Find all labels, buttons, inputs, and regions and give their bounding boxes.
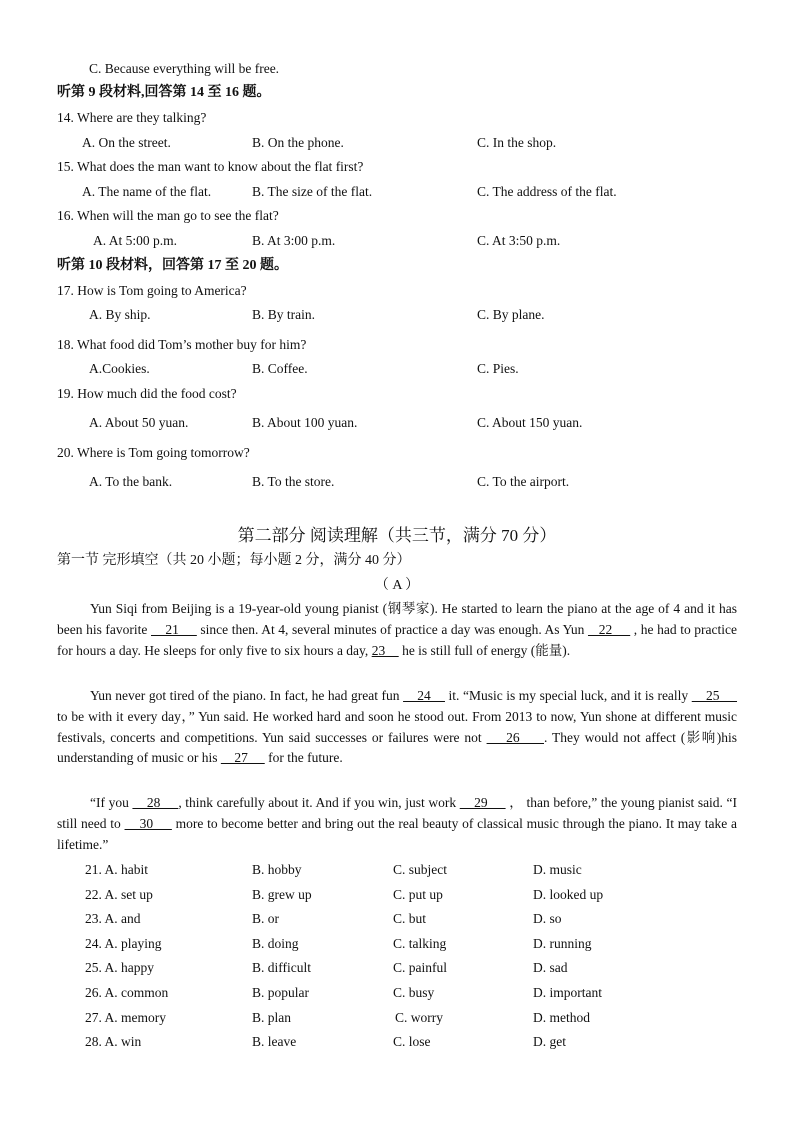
question-18: 18. What food did Tom’s mother buy for him? [57,337,307,352]
q18-option-c: C. Pies. [477,361,519,376]
question-15: 15. What does the man want to know about the flat first? [57,159,364,174]
q19-option-c: C. About 150 yuan. [477,415,583,430]
part-2-title: 第二部分 阅读理解（共三节，满分 70 分） [237,526,557,545]
blank-22: 22 [587,621,631,637]
q14-option-c: C. In the shop. [477,135,557,150]
q17-option-a: A. By ship. [89,307,151,322]
q15-option-c: C. The address of the flat. [477,184,617,199]
q17-option-c: C. By plane. [477,307,545,322]
blank-25: 25 [691,688,738,703]
q18-option-b: B. Coffee. [252,361,308,376]
q20-option-b: B. To the store. [252,474,335,489]
q18-option-a: A.Cookies. [89,361,150,376]
section-1-title: 第一节 完形填空（共 20 小题；每小题 2 分，满分 40 分） [57,553,411,568]
q19-option-a: A. About 50 yuan. [89,415,189,430]
question-16: 16. When will the man go to see the flat? [57,208,279,223]
q20-option-a: A. To the bank. [89,474,173,489]
passage-paragraph-2: Yun never got tired of the piano. In fact, he had great fun 24 it. “Music is my special luck, and it is really 25 to be with it every day，” Yun said. He worked hard and soon he stood out. From 2013 to now, Yun shone at different music festivals, concerts and competitions. Yun said successes or failures were not 26 . They would not affect (影响)his understanding of music or his 27 for the future. [57,688,738,766]
option-13c: C. Because everything will be free. [89,61,280,76]
passage-label: （ A ） [374,578,420,593]
section-9-heading: 听第 9 段材料,回答第 14 至 16 题。 [57,85,271,100]
blank-26: 26 [486,729,544,745]
q14-option-b: B. On the phone. [252,135,344,150]
blank-24: 24 [403,688,445,703]
blank-21: 21 [151,621,197,637]
blank-23: 23 [371,642,399,658]
q20-option-c: C. To the airport. [477,474,570,489]
blank-27: 27 [220,750,265,766]
q16-option-b: B. At 3:00 p.m. [252,233,336,248]
q17-option-b: B. By train. [252,307,315,322]
q16-option-a: A. At 5:00 p.m. [93,233,178,248]
question-17: 17. How is Tom going to America? [57,283,247,298]
blank-30: 30 [124,815,172,831]
question-14: 14. Where are they talking? [57,110,207,125]
passage-paragraph-3: “If you 28 , think carefully about it. And if you win, just work 29 ， than before,” the young pianist said. “I still need to 30 more to become better and bring out the real beauty of classical music through the piano. It may take a lifetime.” [57,795,738,852]
question-19: 19. How much did the food cost? [57,386,237,401]
q19-option-b: B. About 100 yuan. [252,415,358,430]
exam-page: C. Because everything will be free. 听第 9 段材料,回答第 14 至 16 题。 14. Where are they talking? A. On the street. B. On the phone. C. In the shop. 15. What does the man want to know about the flat first? A. The name of the flat. B. The size of the flat. C. The address of the flat. 16. When will the man go to see the flat? A. At 5:00 p.m. B. At 3:00 p.m. C. At 3:50 p.m. 听第 10 段材料，回答第 17 至 20 题。 17. How is Tom going to America? A. By ship. B. By train. C. By plane. 18. What food did Tom’s mother buy for him? A.Cookies. B. Coffee. C. Pies. 19. How much did the food cost? A. About 50 yuan. B. About 100 yuan. C. About 150 yuan. 20. Where is Tom going tomorrow? A. To the bank. B. To the store. C. To the airport. 第二部分 阅读理解（共三节，满分 70 分） 第一节 完形填空（共 20 小题；每小题 2 分，满分 40 分） （ A ） Yun Siqi from Beijing is a 19-year-old young pianist (钢琴家). He started to learn the piano at the age of 4 and it has been his favorite 21 since then. At 4, several minutes of practice a day was enough. As Yun 22 , he had to practice for hours a day. He sleeps for only five to six hours a day, 23 he is still full of energy (能量). Yun never got tired of the piano. In fact, he had great fun 24 it. “Music is my special luck, and it is really 25 to be with it every day，” Yun said. He worked hard and soon he stood out. From 2013 to now, Yun shone at different music festivals, concerts and competitions. Yun said successes or failures were not 26 . They would not affect (影响)his understanding of music or his 27 for the future. “If you 28 , think carefully about it. And if you win, just work 29 ， than before,” the young pianist said. “I still need to 30 more to become better and bring out the real beauty of classical music through the piano. It may take a lifetime.” 21. A. habit B. hobby C. subject D. music 22. A. set up B. grew up C. put up D. looked up 23. A. and B. or C. but D. so 24. A. playing B. doing C. talking D. running 25. A. happy B. difficult C. painful D. sad 26. A. common B. popular C. busy D. important 27. A. memory B. plan C. worry D. method 28. A. win B. leave C. lose D. get [0,0,794,1123]
q14-option-a: A. On the street. [82,135,171,150]
question-20: 20. Where is Tom going tomorrow? [57,445,250,460]
q15-option-b: B. The size of the flat. [252,184,373,199]
blank-28: 28 [132,795,179,810]
blank-29: 29 [459,795,506,810]
q16-option-c: C. At 3:50 p.m. [477,233,561,248]
section-10-heading: 听第 10 段材料，回答第 17 至 20 题。 [57,258,288,273]
passage-paragraph-1: Yun Siqi from Beijing is a 19-year-old young pianist (钢琴家). He started to learn the piano at the age of 4 and it has been his favorite 21 since then. At 4, several minutes of practice a day was enough. As Yun 22 , he had to practice for hours a day. He sleeps for only five to six hours a day, 23 he is still full of energy (能量). [57,601,738,658]
q15-option-a: A. The name of the flat. [82,184,212,199]
